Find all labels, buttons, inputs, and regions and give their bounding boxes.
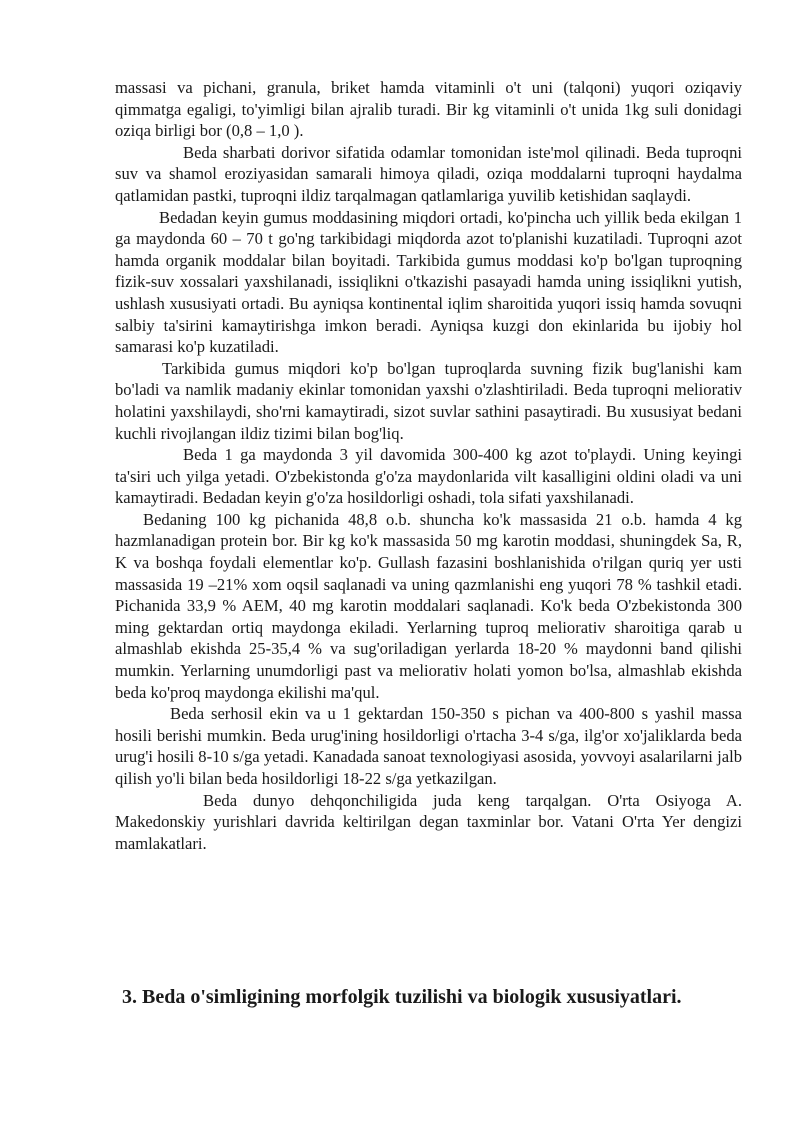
body-text (115, 77, 742, 854)
paragraph-erosion-protection: Beda sharbati dorivor sifatida odamlar tomonidan iste'mol qilinadi. Beda tuproqni suv va shamol eroziyasidan samarali himoya qiladi, oziqa moddalarni tuproqni haydalma qatlamidan pastki, tuproqni ildiz tarqalmagan qatlamlariga yuvilib ketishidan saqlaydi. (115, 142, 742, 205)
paragraph-nitrogen-accumulation: Beda 1 ga maydonda 3 yil davomida 300-400 kg azot to'playdi. Uning keyingi ta'siri uch yilga yetadi. O'zbekistonda g'o'za maydonlarida vilt kasalligini oldini oladi va uni kamaytiradi. Bedadan keyin g'o'za hosildorligi oshadi, tola sifati yaxshilanadi. (115, 445, 742, 508)
paragraph-soil-moisture: Tarkibida gumus miqdori ko'p bo'lgan tuproqlarda suvning fizik bug'lanishi kam bo'ladi va namlik madaniy ekinlar tomonidan yaxshi o'zlashtiriladi. Beda tuproqni meliorativ holatini yaxshilaydi, sho'rni kamaytiradi, sizot suvlar sathini pasaytiradi. Bu xususiyat bedani kuchli rivojlangan ildiz tizimi bilan bog'liq. (115, 358, 742, 443)
section-heading: 3. Beda o'simligining morfolgik tuzilishi va biologik xususiyatlari. (122, 986, 682, 1008)
paragraph-humus-increase: Bedadan keyin gumus moddasining miqdori ortadi, ko'pincha uch yillik beda ekilgan 1 ga maydonda 60 – 70 t go'ng tarkibidagi miqdorda azot to'planishi kuzatiladi. Tuproqni azot hamda organik moddalar bilan boyitadi. Tarkibida gumus moddasi ko'p bo'lgan tuproqning fizik-suv xossalari yaxshilanadi, issiqlikni o'tkazishi pasayadi hamda uning issiqlikni yutish, ushlash xususiyati ortadi. Bu ayniqsa kontinental iqlim sharoitida yuqori issiq hamda sovuqni salbiy ta'sirini kamaytirishga imkon beradi. Ayniqsa kuzgi don ekinlarida bu ijobiy hol samarasi ko'p kuzatiladi. (115, 207, 742, 357)
paragraph-nutritional-content: Bedaning 100 kg pichanida 48,8 o.b. shuncha ko'k massasida 21 o.b. hamda 4 kg hazmlanadigan protein bor. Bir kg ko'k massasida 50 mg karotin moddasi, shuningdek Sa, R, K va boshqa foydali elementlar ko'p. Gullash fazasini boshlanishida o'rilgan quriq yer usti massasida 19 –21% xom oqsil saqlanadi va uning qazmlanishi eng yuqori 78 % tashkil etadi. Pichanida 33,9 % AEM, 40 mg karotin moddalari saqlanadi. Ko'k beda O'zbekistonda 300 ming gektardan ortiq maydonga ekiladi. Yerlarning tuproq meliorativ sharoitiga qarab u almashlab ekishda 25-35,4 % va sug'oriladigan yerlarda 18-20 % maydonni band qilishi mumkin. Yerlarning unumdorligi past va meliorativ holati yomon bo'lsa, almashlab ekishda beda ko'proq maydonga ekilishi ma'qul. (115, 509, 742, 702)
paragraph-origin: Beda dunyo dehqonchiligida juda keng tarqalgan. O'rta Osiyoga A. Makedonskiy yurishlari davrida keltirilgan degan taxminlar bor. Vatani O'rta Yer dengizi mamlakatlari. (115, 790, 742, 853)
paragraph-fodder-value: massasi va pichani, granula, briket hamda vitaminli o't uni (talqoni) yuqori oziqaviy qimmatga egaligi, to'yimligi bilan ajralib turadi. Bir kg vitaminli o't unida 1kg suli donidagi oziqa birligi bor (0,8 – 1,0 ). (115, 78, 742, 141)
paragraph-yield: Beda serhosil ekin va u 1 gektardan 150-350 s pichan va 400-800 s yashil massa hosili berishi mumkin. Beda urug'ining hosildorligi o'rtacha 3-4 s/ga, ilg'or xo'jaliklarda beda urug'i hosili 8-10 s/ga yetadi. Kanadada sanoat texnologiyasi asosida, yovvoyi asalarilarni jalb qilish yo'li bilan beda hosildorligi 18-22 s/ga yetkazilgan. (115, 704, 742, 788)
